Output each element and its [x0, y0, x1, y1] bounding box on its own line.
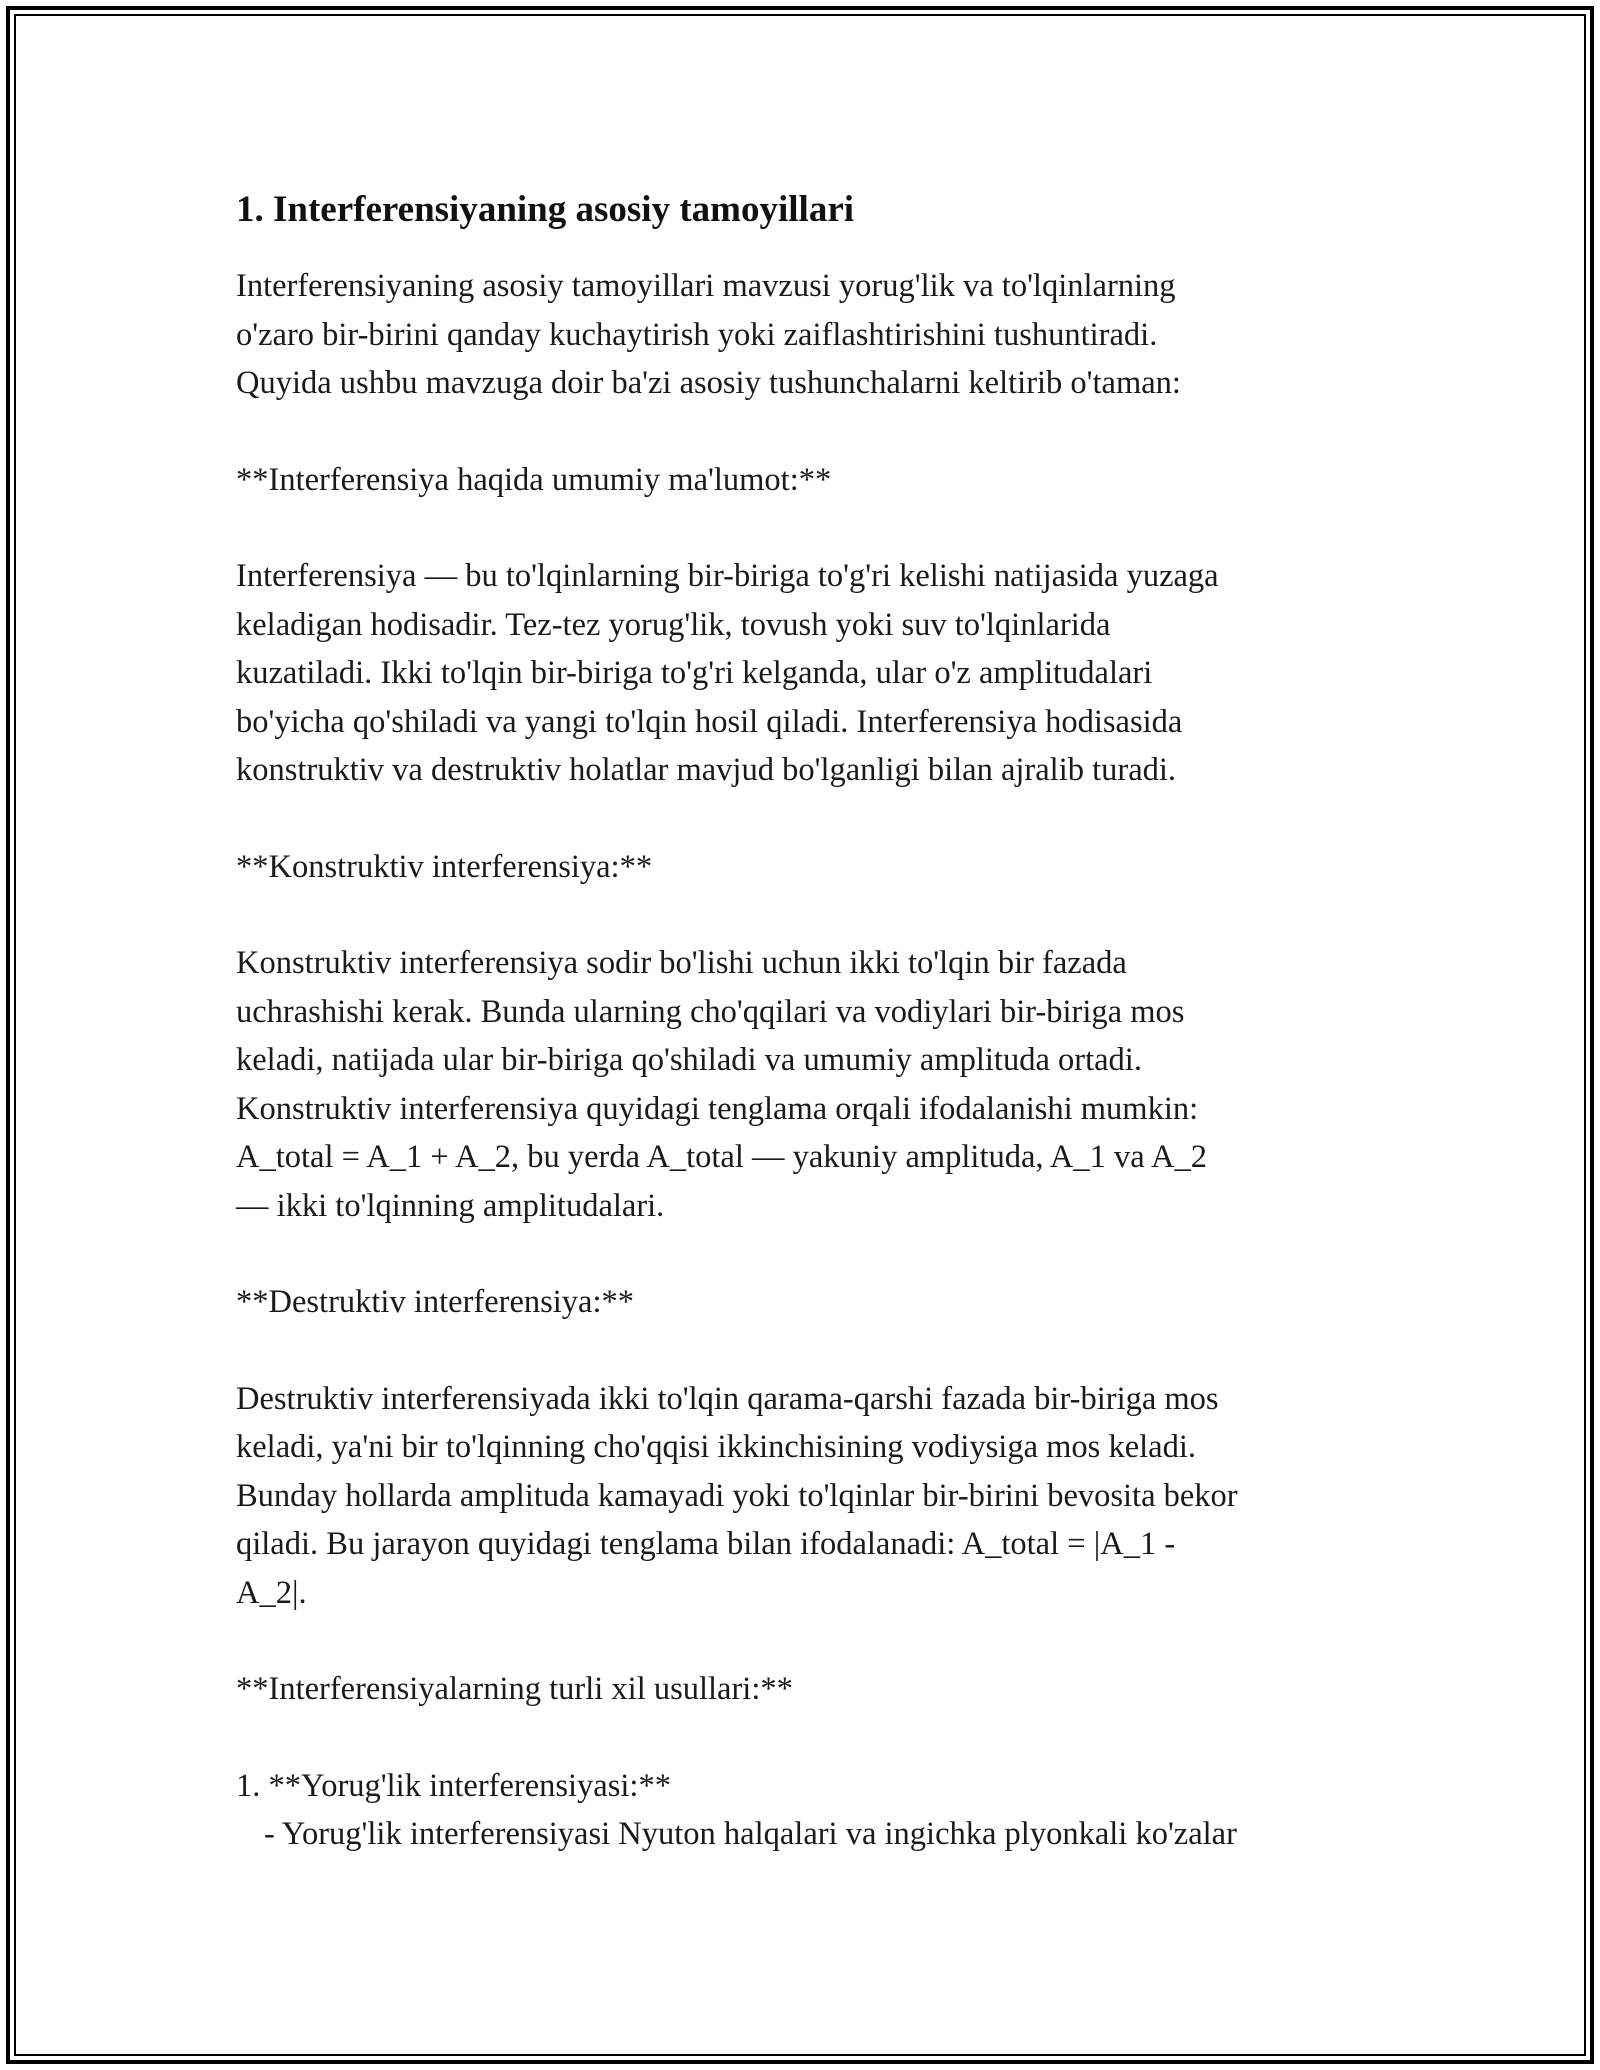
constructive-paragraph: Konstruktiv interferensiya sodir bo'lishi uchun ikki to'lqin bir fazada uchrashishi kerak. Bunda ularning cho'qqilari va vodiylari bir-biriga mos keladi, natijada ular bir-biriga qo'shiladi va umumiy amplituda ortadi. Konstruktiv interferensiya quyidagi tenglama orqali ifodalanishi mumkin: A_total = A_1 + A_2, bu yerda A_total — yakuniy amplituda, A_1 va A_2 — ikki to'lqinning amplitudalari. — [236, 945, 1207, 1224]
heading-constructive: **Konstruktiv interferensiya:** — [236, 848, 653, 885]
document-page — [236, 186, 1376, 1859]
heading-destructive: **Destruktiv interferensiya:** — [236, 1284, 635, 1320]
section-title: 1. Interferensiyaning asosiy tamoyillari — [236, 189, 855, 230]
list-item-light-interference: 1. **Yorug'lik interferensiyasi:** — [236, 1767, 671, 1804]
heading-methods: **Interferensiyalarning turli xil usullari:** — [236, 1671, 793, 1707]
heading-general-info: **Interferensiya haqida umumiy ma'lumot:** — [236, 461, 832, 498]
intro-paragraph: Interferensiyaning asosiy tamoyillari mavzusi yorug'lik va to'lqinlarning o'zaro bir-birini qanday kuchaytirish yoki zaiflashtirishini tushuntiradi. Quyida ushbu mavzuga doir ba'zi asosiy tushunchalarni keltirib o'taman: — [236, 268, 1181, 401]
list-item-light-interference-detail: - Yorug'lik interferensiyasi Nyuton halqalari va ingichka plyonkali ko'zalar — [264, 1816, 1237, 1852]
destructive-paragraph: Destruktiv interferensiyada ikki to'lqin qarama-qarshi fazada bir-biriga mos keladi, ya'ni bir to'lqinning cho'qqisi ikkinchisining vodiysiga mos keladi. Bunday hollarda amplituda kamayadi yoki to'lqinlar bir-birini bevosita bekor qiladi. Bu jarayon quyidagi tenglama bilan ifodalanadi: A_total = |A_1 - A_2|. — [236, 1380, 1238, 1611]
general-info-paragraph: Interferensiya — bu to'lqinlarning bir-biriga to'g'ri kelishi natijasida yuzaga keladigan hodisadir. Tez-tez yorug'lik, tovush yoki suv to'lqinlarida kuzatiladi. Ikki to'lqin bir-biriga to'g'ri kelganda, ular o'z amplitudalari bo'yicha qo'shiladi va yangi to'lqin hosil qiladi. Interferensiya hodisasida konstruktiv va destruktiv holatlar mavjud bo'lganligi bilan ajralib turadi. — [236, 558, 1219, 788]
